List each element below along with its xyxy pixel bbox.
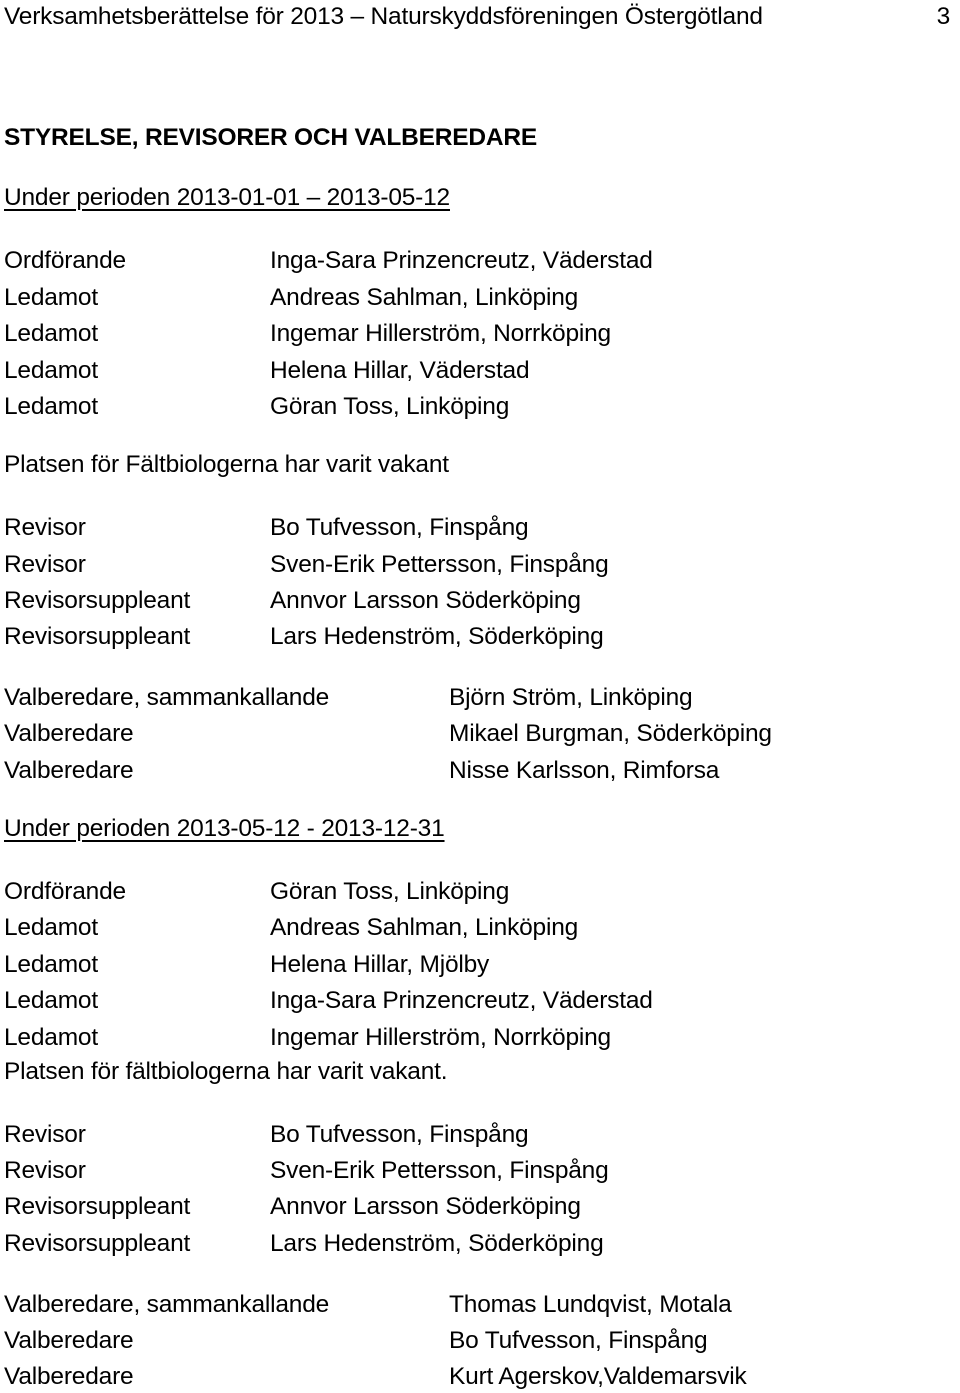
board-row [0, 914, 960, 944]
running-header-title: Verksamhetsberättelse för 2013 – Naturskyddsföreningen Östergötland [4, 3, 763, 30]
member-name: Bo Tufvesson, Finspång [270, 514, 529, 541]
role-label: Valberedare [4, 720, 134, 747]
role-label: Valberedare, sammankallande [4, 684, 330, 711]
auditor-row [0, 514, 960, 544]
member-name: Bo Tufvesson, Finspång [449, 1327, 708, 1354]
board-row [0, 357, 960, 387]
member-name: Nisse Karlsson, Rimforsa [449, 757, 720, 784]
auditor-row [0, 587, 960, 617]
section-heading: STYRELSE, REVISORER OCH VALBEREDARE [4, 124, 537, 151]
board-row [0, 987, 960, 1017]
auditor-row [0, 623, 960, 653]
board-row [0, 247, 960, 277]
role-label: Revisor [4, 1157, 86, 1184]
role-label: Revisor [4, 514, 86, 541]
member-name: Thomas Lundqvist, Motala [449, 1291, 732, 1318]
member-name: Inga-Sara Prinzencreutz, Väderstad [270, 987, 653, 1014]
board-row [0, 1024, 960, 1054]
member-name: Bo Tufvesson, Finspång [270, 1121, 529, 1148]
board-row [0, 284, 960, 314]
auditor-row [0, 551, 960, 581]
role-label: Ledamot [4, 357, 98, 384]
role-label: Revisorsuppleant [4, 1230, 191, 1257]
page-number: 3 [936, 3, 950, 30]
nominator-row [0, 1291, 960, 1321]
role-label: Revisorsuppleant [4, 1193, 191, 1220]
role-label: Ledamot [4, 284, 98, 311]
nominator-row [0, 1327, 960, 1357]
auditor-row [0, 1121, 960, 1151]
role-label: Ledamot [4, 1024, 98, 1051]
role-label: Revisor [4, 551, 86, 578]
role-label: Valberedare, sammankallande [4, 1291, 330, 1318]
nominator-row [0, 720, 960, 750]
auditor-row [0, 1230, 960, 1260]
role-label: Revisorsuppleant [4, 587, 191, 614]
role-label: Valberedare [4, 1327, 134, 1354]
role-label: Ledamot [4, 987, 98, 1014]
board-row [0, 878, 960, 908]
vacancy-note: Platsen för fältbiologerna har varit vakant. [4, 1058, 448, 1085]
member-name: Göran Toss, Linköping [270, 878, 510, 905]
role-label: Revisorsuppleant [4, 623, 191, 650]
role-label: Ordförande [4, 878, 126, 905]
role-label: Revisor [4, 1121, 86, 1148]
role-label: Ledamot [4, 393, 98, 420]
auditor-row [0, 1193, 960, 1223]
member-name: Sven-Erik Pettersson, Finspång [270, 551, 609, 578]
member-name: Göran Toss, Linköping [270, 393, 510, 420]
period-2-label: Under perioden 2013-05-12 - 2013-12-31 [4, 815, 445, 842]
member-name: Annvor Larsson Söderköping [270, 1193, 581, 1220]
member-name: Andreas Sahlman, Linköping [270, 284, 579, 311]
board-row [0, 393, 960, 423]
member-name: Lars Hedenström, Söderköping [270, 1230, 604, 1257]
member-name: Andreas Sahlman, Linköping [270, 914, 579, 941]
member-name: Helena Hillar, Mjölby [270, 951, 490, 978]
role-label: Valberedare [4, 757, 134, 784]
member-name: Lars Hedenström, Söderköping [270, 623, 604, 650]
auditor-row [0, 1157, 960, 1187]
role-label: Ledamot [4, 320, 98, 347]
vacancy-note: Platsen för Fältbiologerna har varit vakant [4, 451, 449, 478]
role-label: Valberedare [4, 1363, 134, 1390]
member-name: Annvor Larsson Söderköping [270, 587, 581, 614]
nominator-row [0, 1363, 960, 1393]
role-label: Ledamot [4, 951, 98, 978]
board-row [0, 951, 960, 981]
member-name: Ingemar Hillerström, Norrköping [270, 1024, 611, 1051]
member-name: Mikael Burgman, Söderköping [449, 720, 772, 747]
member-name: Sven-Erik Pettersson, Finspång [270, 1157, 609, 1184]
member-name: Helena Hillar, Väderstad [270, 357, 530, 384]
member-name: Kurt Agerskov,Valdemarsvik [449, 1363, 747, 1390]
nominator-row [0, 684, 960, 714]
member-name: Ingemar Hillerström, Norrköping [270, 320, 611, 347]
role-label: Ordförande [4, 247, 126, 274]
period-1-label: Under perioden 2013-01-01 – 2013-05-12 [4, 184, 450, 211]
board-row [0, 320, 960, 350]
role-label: Ledamot [4, 914, 98, 941]
member-name: Björn Ström, Linköping [449, 684, 693, 711]
nominator-row [0, 757, 960, 787]
member-name: Inga-Sara Prinzencreutz, Väderstad [270, 247, 653, 274]
